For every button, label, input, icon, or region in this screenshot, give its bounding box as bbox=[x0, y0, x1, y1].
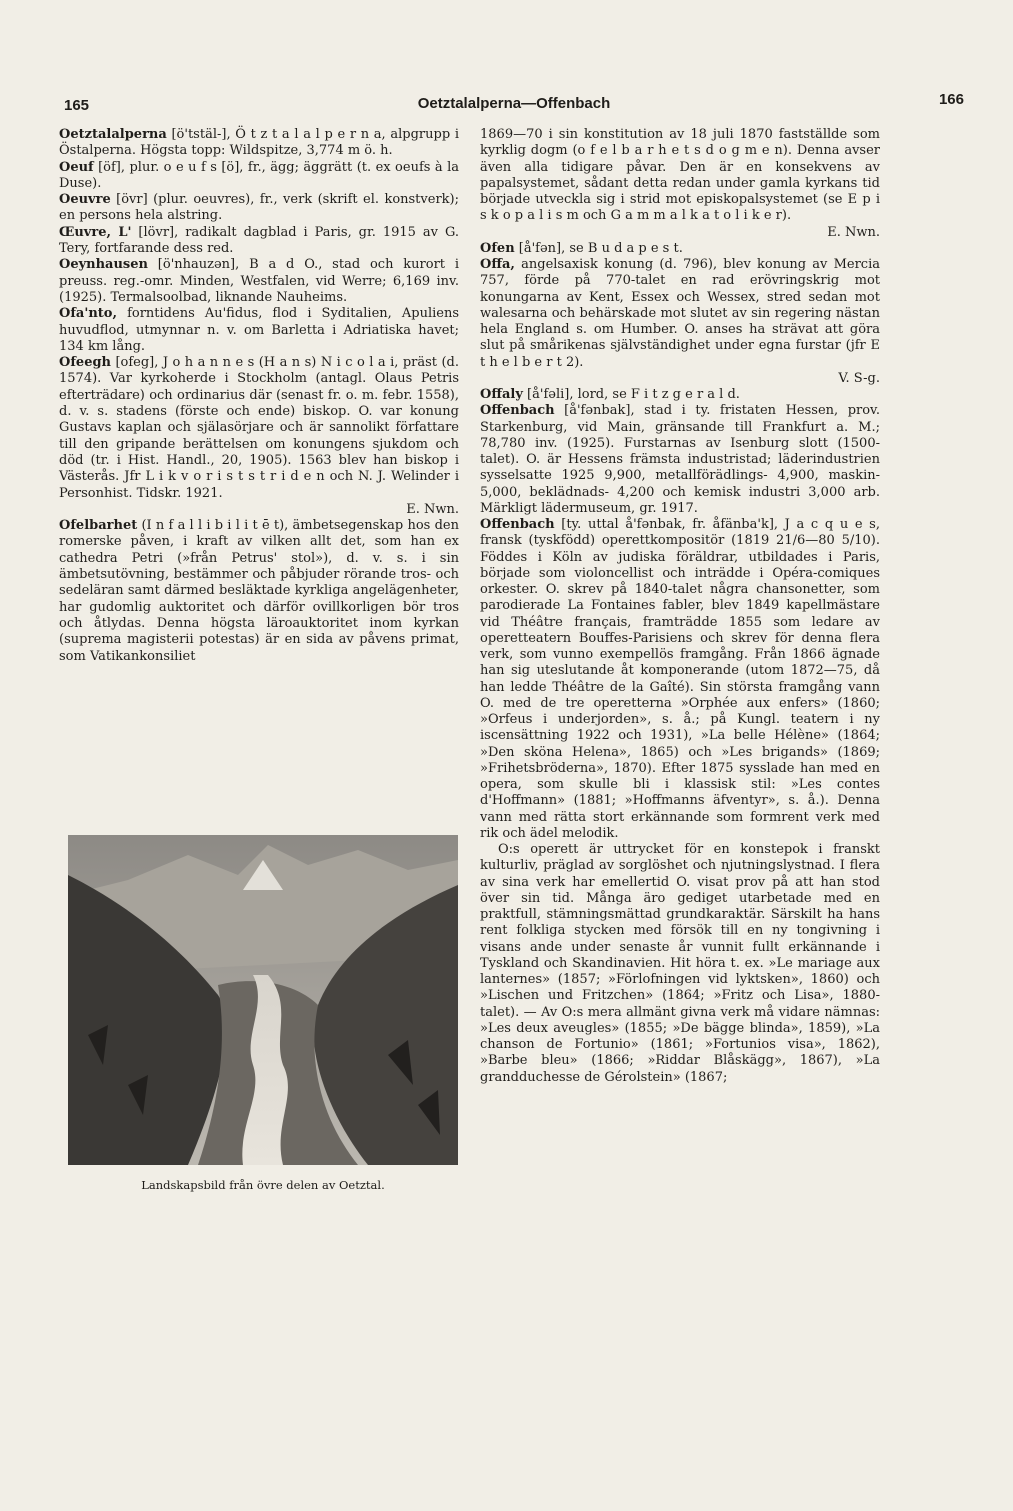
dictionary-entry bbox=[59, 127, 459, 160]
page-number-left: 165 bbox=[64, 97, 90, 114]
page-number-right: 166 bbox=[938, 91, 964, 108]
entry-text: [ö'tstäl-], Ö t z t a l a l p e r n a, alpgrupp i Östalperna. Högsta topp: Wildspitze, 3,774 m ö. h. bbox=[59, 127, 459, 159]
entry-signature: V. S-g. bbox=[838, 370, 880, 386]
entry-headword: Offenbach bbox=[480, 517, 555, 532]
dictionary-entry bbox=[59, 518, 459, 665]
photo-caption: Landskapsbild från övre delen av Oetztal. bbox=[141, 1178, 385, 1192]
entry-text: [ty. uttal å'fənbak, fr. åfänba'k], J a c q u e s, fransk (tyskfödd) operettkompositör (1819 21/6—80 5/10). Föddes i Köln av judiska föräldrar, utbildades i Paris, började som violoncellist och inträdde i Opéra-comiques orkester. O. skrev på 1840-talet några chansonetter, som parodierade La Fontaines fabler, blev 1849 kapellmästare vid Théâtre français, framträdde 1855 som ledare av operetteatern Bouffes-Parisiens och skrev för denna flera verk, som vunno exempellös framgång. Från 1866 ägnade han sig uteslutande åt komponerande (utom 1872—75, då han ledde Théâtre de la Gaîté). Sin största framgång vann O. med de tre operetterna »Orphée aux enfers» (1860; »Orfeus i underjorden», s. å.; på Kungl. teatern i ny iscensättning 1922 och 1931), »La belle Hélène» (1864; »Den sköna Helena», 1865) och »Les brigands» (1869; »Frihetsbröderna», 1870). Efter 1875 sysslade han med en opera, som skulle bli i klassisk stil: »Les contes d'Hoffmann» (1881; »Hoffmanns äfventyr», s. å.). Denna vann med rätta stort erkännande som formrent verk med rik och ädel melodik. bbox=[480, 517, 880, 841]
running-header bbox=[64, 91, 964, 115]
entry-text: angelsaxisk konung (d. 796), blev konung av Mercia 757, förde på 770-talet en rad erövringskrig mot konungarna av Kent, Essex och Wessex, stred sedan mot walesarna och behärskade mot slutet av sin regering nästan hela England s. om Humber. O. anses ha strävat att göra slut på smårikenas självständighet under egna furstar (jfr E t h e l b e r t 2). bbox=[480, 257, 880, 370]
entry-headword: Oeuf bbox=[59, 159, 94, 175]
dictionary-entry bbox=[480, 257, 880, 387]
dictionary-entry bbox=[480, 387, 880, 403]
entry-headword: Œuvre, L' bbox=[59, 224, 132, 240]
entry-text: [övr] (plur. oeuvres), fr., verk (skrift el. konstverk); en persons hela alstring. bbox=[59, 192, 459, 224]
entry-text: (I n f a l l i b i l i t ē t), ämbetsegenskap hos den romerske påven, i kraft av vilken allt det, som han ex cathedra Petri (»från Petrus' stol»), d. v. s. i sin ämbetsutövning, bestämmer och påbjuder rörande tros- och sedeläran samt därmed besläktade kyrkliga angelägenheter, har gudomlig auktoritet och därför ovillkorligen bör tros och åtlydas. Denna högsta läroauktoritet inom kyrkan (suprema magisterii potestas) är en sida av påvens primat, som Vatikankonsiliet bbox=[59, 518, 459, 664]
entry-headword: Ofeegh bbox=[59, 355, 111, 371]
entry-signature: E. Nwn. bbox=[406, 501, 459, 517]
left-column bbox=[59, 127, 459, 665]
entry-headword: Oetztalalperna bbox=[59, 127, 167, 142]
running-title: Oetztalalperna—Offenbach bbox=[417, 95, 611, 112]
entry-headword: Ofelbarhet bbox=[59, 518, 138, 534]
dictionary-entry bbox=[480, 517, 880, 842]
dictionary-entry bbox=[59, 306, 459, 355]
dictionary-entry bbox=[59, 355, 459, 518]
entry-text: [å'fən], se B u d a p e s t. bbox=[514, 240, 683, 256]
entry-headword: Offa, bbox=[480, 257, 515, 272]
entry-text: [ö'nhauzən], B a d O., stad och kurort i preuss. reg.-omr. Minden, Westfalen, vid Werre; 6,169 inv. (1925). Termalsoolbad, liknande Nauheims. bbox=[59, 257, 459, 305]
entry-text: [ofeg], J o h a n n e s (H a n s) N i c o l a i, präst (d. 1574). Var kyrkoherde i Stockholm (antagl. Olaus Petris efterträdare) och ordinarius där (senast fr. o. m. febr. 1558), d. v. s. stadens (förste och ende) biskop. O. var konung Gustavs kaplan och själasörjare och är sannolikt författare till den gripande berättelsen om konungens sjukdom och död (tr. i Hist. Handl., 20, 1905). 1563 blev han biskop i Västerås. Jfr L i k v o r i s t s t r i d e n och N. J. Welinder i Personhist. Tidskr. 1921. bbox=[59, 355, 459, 501]
right-column bbox=[480, 127, 880, 1086]
dictionary-entry bbox=[480, 241, 880, 257]
dictionary-entry bbox=[480, 403, 880, 517]
entry-headword: Offaly bbox=[480, 387, 523, 402]
dictionary-entry bbox=[480, 842, 880, 1086]
entry-text: [öf], plur. o e u f s [ö], fr., ägg; äggrätt (t. ex oeufs à la Duse). bbox=[59, 159, 459, 191]
entry-text: [å'fənbak], stad i ty. fristaten Hessen, prov. Starkenburg, vid Main, gränsande till Frankfurt a. M.; 78,780 inv. (1925). Furstarnas av Isenburg slott (1500-talet). O. är Hessens främsta industristad; läderindustrien sysselsatte 1925 9,900, metallförädlings- 4,900, maskin- 5,000, beklädnads- 4,200 och kemisk industri 3,000 arb. Märkligt lädermuseum, gr. 1917. bbox=[480, 403, 880, 516]
entry-text: forntidens Au'fidus, flod i Syditalien, Apuliens huvudflod, utmynnar n. v. om Barletta i Adriatiska havet; 134 km lång. bbox=[59, 306, 459, 354]
entry-text: [lövr], radikalt dagblad i Paris, gr. 1915 av G. Tery, fortfarande dess red. bbox=[59, 224, 459, 257]
entry-headword: Ofa'nto, bbox=[59, 306, 117, 322]
dictionary-entry bbox=[59, 257, 459, 306]
dictionary-entry bbox=[480, 127, 880, 241]
entry-signature: E. Nwn. bbox=[827, 224, 880, 240]
dictionary-entry bbox=[59, 192, 459, 225]
entry-headword: Oeuvre bbox=[59, 192, 111, 208]
dictionary-entry bbox=[59, 225, 459, 258]
landscape-photo bbox=[68, 835, 458, 1165]
entry-text: [å'fəli], lord, se F i t z g e r a l d. bbox=[522, 387, 740, 402]
entry-text: O:s operett är uttrycket för en konstepok i franskt kulturliv, präglad av sorglöshet och njutningslystnad. I flera av sina verk har emellertid O. visat prov på att han stod över sin tid. Många äro gediget utarbetade med en praktfull, stämningsmättad grundkaraktär. Särskilt ha hans rent folkliga stycken med försök till en ny tongivning i visans ande under senaste år vunnit fullt erkännande i Tyskland och Skandinavien. Hit höra t. ex. »Le mariage aux lanternes» (1857; »Förlofningen vid lyktsken», 1860) och »Lischen und Fritzchen» (1864; »Fritz och Lisa», 1880-talet). — Av O:s mera allmänt givna verk må vidare nämnas: »Les deux aveugles» (1855; »De bägge blinda», 1859), »La chanson de Fortunio» (1861; »Fortunios visa», 1862), »Barbe bleu» (1866; »Riddar Blåskägg», 1867), »La grandduchesse de Gérolstein» (1867; bbox=[480, 842, 880, 1085]
entry-text: 1869—70 i sin konstitution av 18 juli 1870 fastställde som kyrklig dogm (o f e l b a r h e t s d o g m e n). Denna avser även alla tidigare påvar. Den är en konsekvens av papalsystemet, sådant detta redan under gamla kyrkans tid började utveckla sig i strid mot episkopalsystemet (se E p i s k o p a l i s m och G a m m a l k a t o l i k e r). bbox=[480, 127, 880, 224]
dictionary-entry bbox=[59, 160, 459, 193]
entry-headword: Ofen bbox=[480, 240, 515, 256]
entry-headword: Oeynhausen bbox=[59, 257, 148, 273]
entry-headword: Offenbach bbox=[480, 403, 555, 419]
